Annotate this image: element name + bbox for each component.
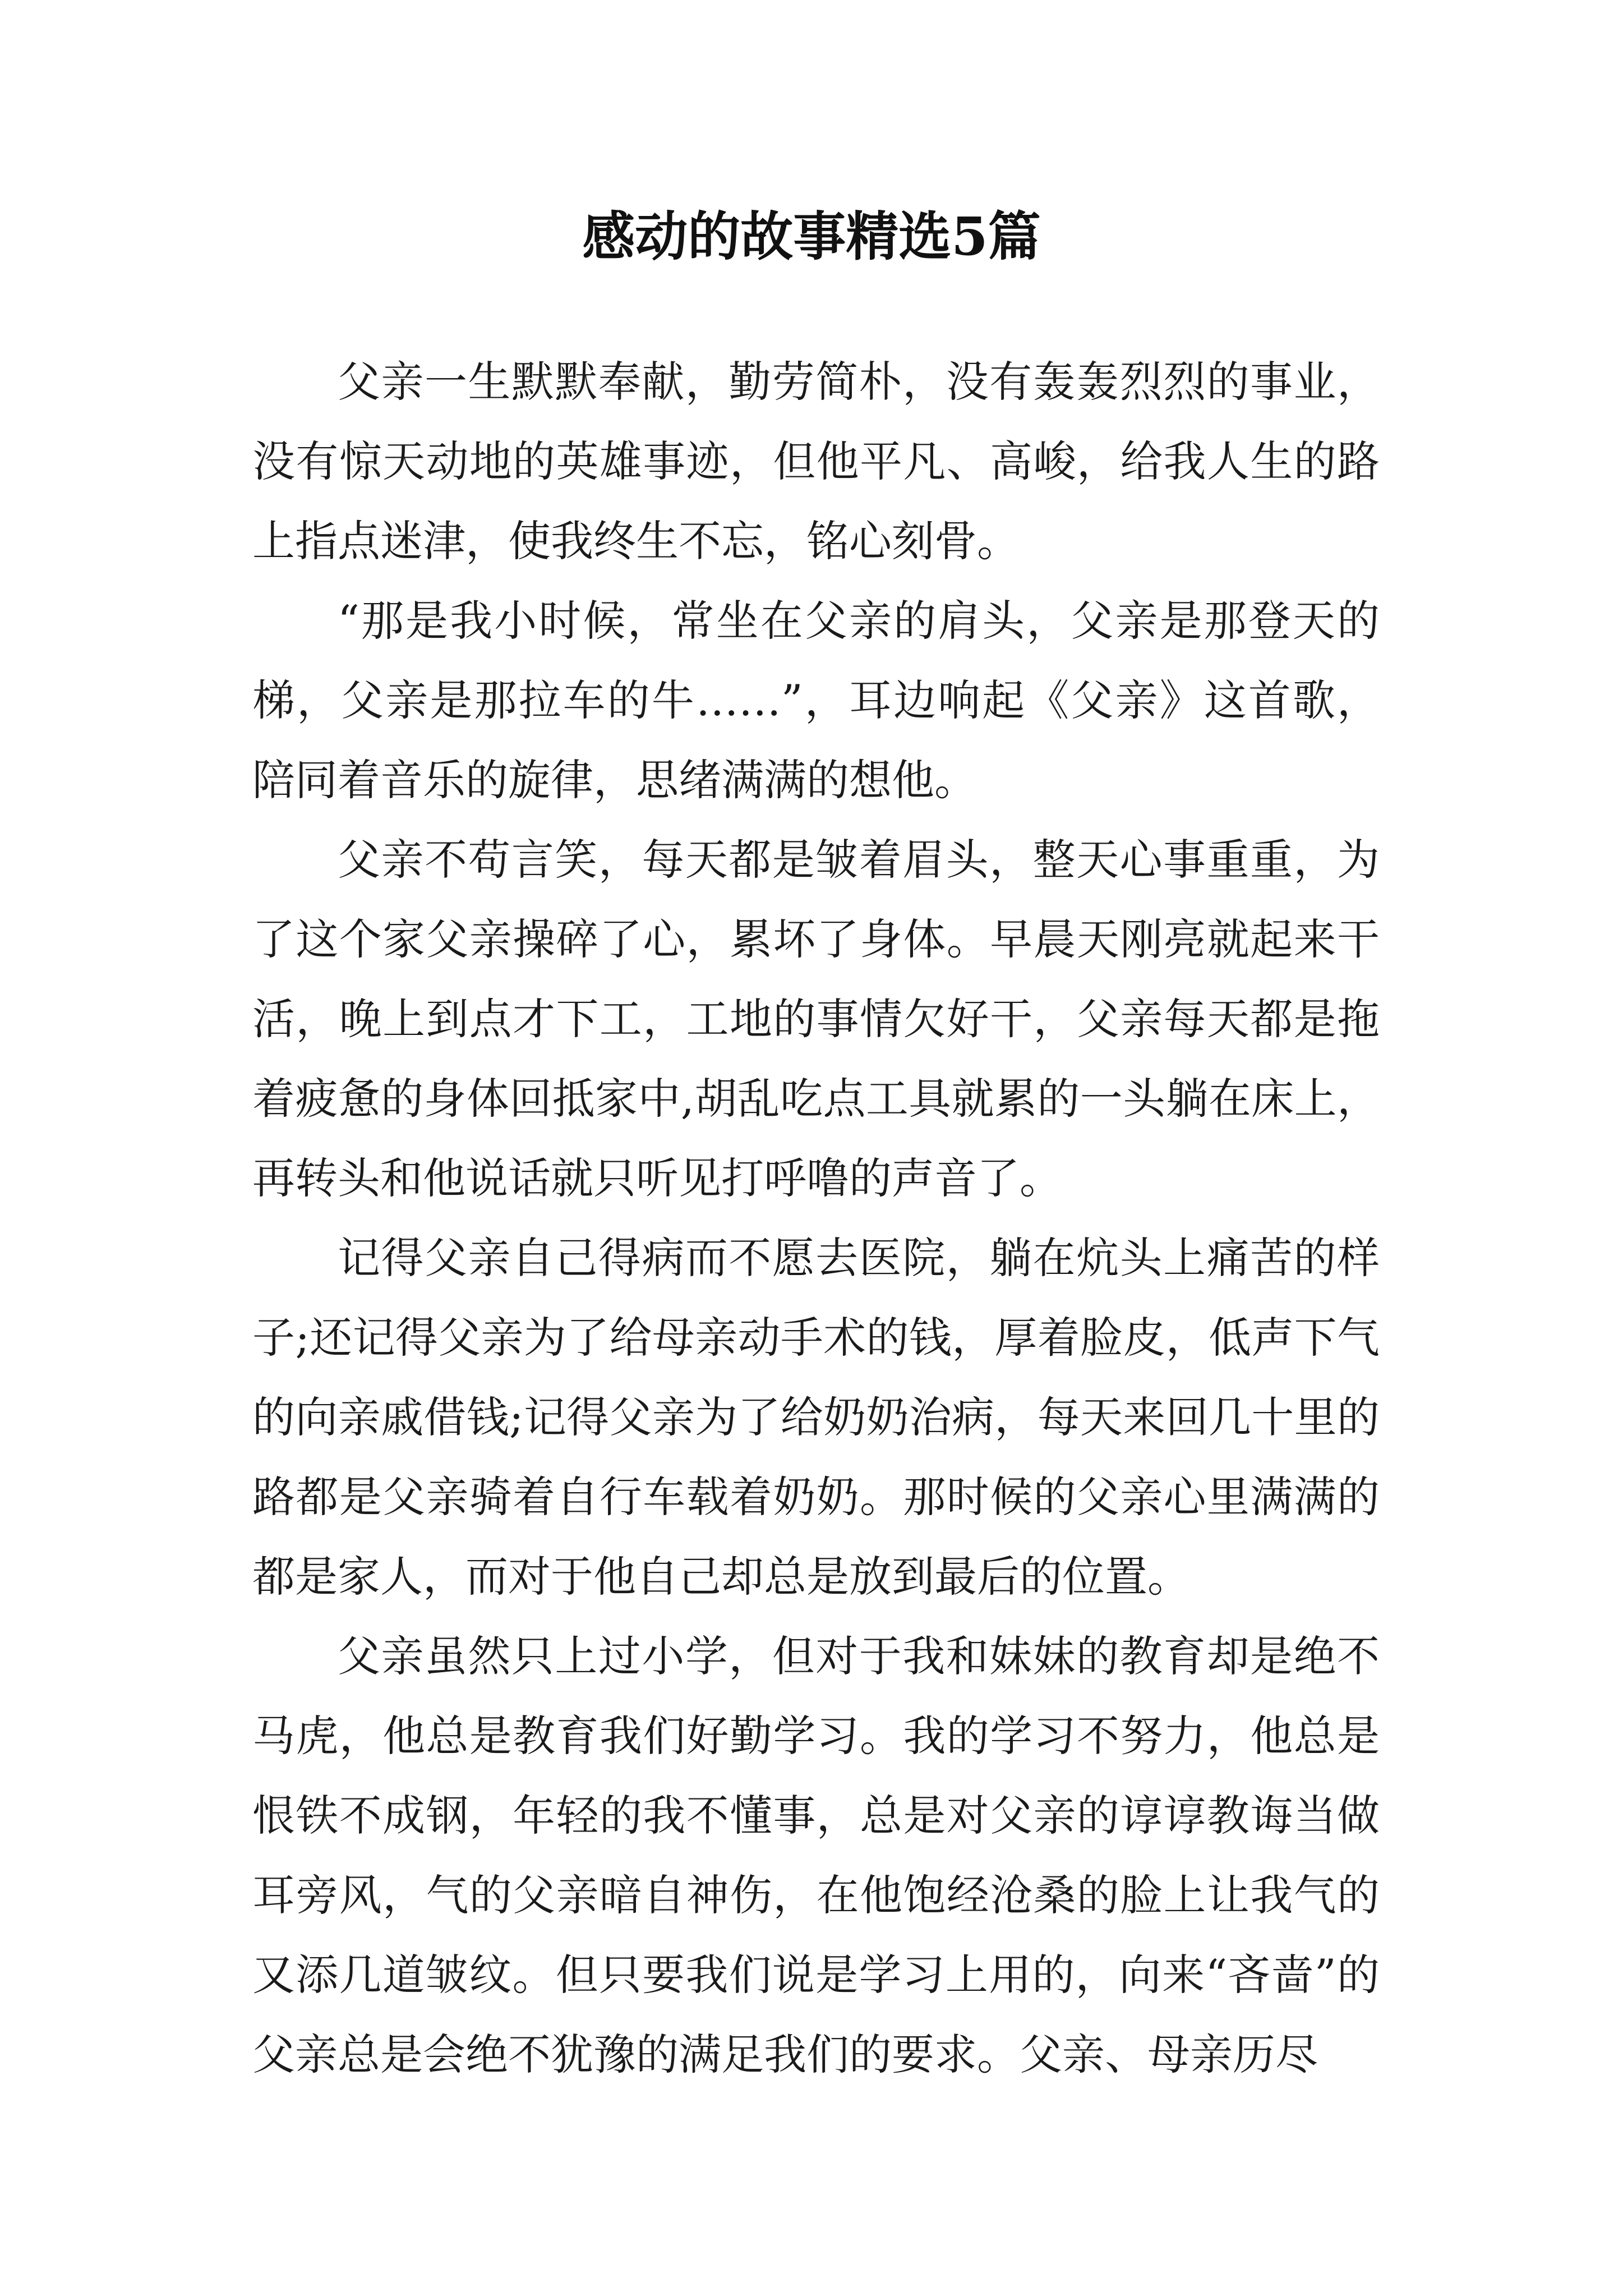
paragraph: 父亲一生默默奉献，勤劳简朴，没有轰轰烈烈的事业，没有惊天动地的英雄事迹，但他平凡、高峻，给我人生的路上指点迷津，使我终生不忘，铭心刻骨。	[252, 357, 1380, 566]
document-body	[252, 342, 1380, 2095]
paragraph: 记得父亲自己得病而不愿去医院，躺在炕头上痛苦的样子;还记得父亲为了给母亲动手术的钱，厚着脸皮，低声下气的向亲戚借钱;记得父亲为了给奶奶治病，每天来回几十里的路都是父亲骑着自行车载着奶奶。那时候的父亲心里满满的都是家人，而对于他自己却总是放到最后的位置。	[252, 1233, 1380, 1602]
document-title: 感动的故事精选5篇	[582, 206, 1041, 268]
paragraph: “那是我小时候，常坐在父亲的肩头，父亲是那登天的梯，父亲是那拉车的牛……”，耳边响起《父亲》这首歌，陪同着音乐的旋律，思绪满满的想他。	[252, 596, 1380, 805]
paragraph: 父亲不苟言笑，每天都是皱着眉头，整天心事重重，为了这个家父亲操碎了心，累坏了身体。早晨天刚亮就起来干活，晚上到点才下工，工地的事情欠好干，父亲每天都是拖着疲惫的身体回抵家中,胡乱吃点工具就累的一头躺在床上，再转头和他说话就只听见打呼噜的声音了。	[252, 835, 1380, 1203]
paragraph: 父亲虽然只上过小学，但对于我和妹妹的教育却是绝不马虎，他总是教育我们好勤学习。我的学习不努力，他总是恨铁不成钢，年轻的我不懂事，总是对父亲的谆谆教诲当做耳旁风，气的父亲暗自神伤，在他饱经沧桑的脸上让我气的又添几道皱纹。但只要我们说是学习上用的，向来“吝啬”的父亲总是会绝不犹豫的满足我们的要求。父亲、母亲历尽	[252, 1631, 1380, 2079]
